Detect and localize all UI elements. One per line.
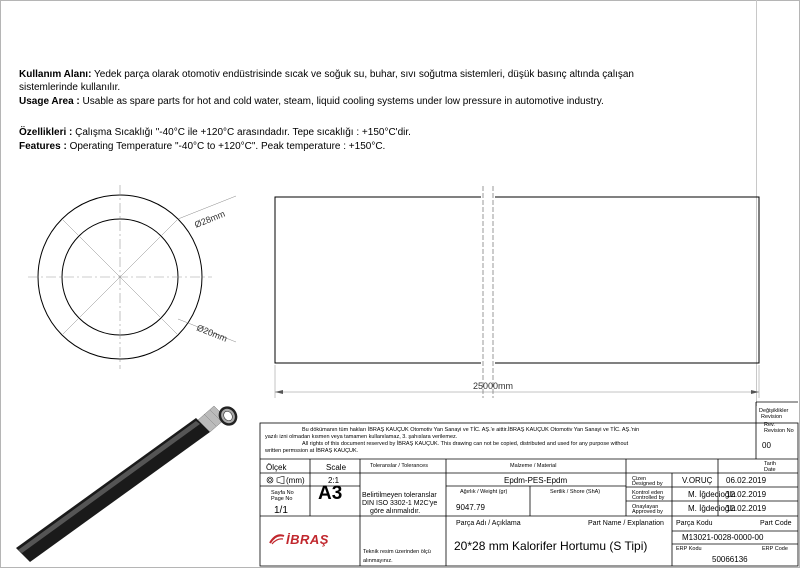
approved-date: 12.02.2019 xyxy=(726,504,767,513)
scale-header-en: Scale xyxy=(326,463,347,472)
company-logo xyxy=(268,532,329,547)
projection-symbol xyxy=(266,476,286,484)
logo-swoosh-icon xyxy=(268,533,286,545)
approved-en: Approved by xyxy=(632,509,663,515)
hose-body xyxy=(16,418,210,562)
drawn-en: Designed by xyxy=(632,481,663,487)
revision-no-tr: Rev. xyxy=(764,422,775,428)
usage-tr-text: Yedek parça olarak otomotiv endüstrisinde sıcak ve soğuk su, buhar, sıvı soğutma sistemleri, düşük basınç altında çalışan xyxy=(91,69,634,80)
outer-diameter-label: Ø28mm xyxy=(193,208,227,230)
part-code-header-tr: Parça Kodu xyxy=(676,520,713,527)
page-no-tr: Sayfa No xyxy=(271,490,294,496)
date-header-tr: Tarih xyxy=(764,461,776,467)
technical-note-2: alınmayınız. xyxy=(363,558,393,564)
tolerance-note-2: DIN ISO 3302-1 M2C'ye xyxy=(362,500,438,507)
features-tr-label: Özellikleri : xyxy=(19,127,73,138)
rights-text-tr: Bu dökümanın tüm hakları İBRAŞ KAUÇUK Otomotiv Yan Sanayi ve TİC. AŞ.'e aittir.İBRAŞ KAUÇUK Otomotiv Yan Sanayi ve TİC. AŞ.'nin xyxy=(302,427,640,433)
part-code-value: M13021-0028-0000-00 xyxy=(682,533,764,542)
usage-tr-label: Kullanım Alanı: xyxy=(19,69,92,80)
approved-tr: Onaylayan xyxy=(632,504,659,510)
checked-en: Controlled by xyxy=(632,495,665,501)
weight-header: Ağırlık / Weight (gr) xyxy=(460,489,508,495)
tolerances-header: Toleranslar / Tolerances xyxy=(370,463,428,469)
rights-text-tr2: yazılı izni olmadan kısmen veya tamamen kullanılamaz, 3. şahıslara verilemez. xyxy=(265,434,458,440)
hose-illustration xyxy=(16,403,241,562)
page-value: 1/1 xyxy=(274,505,288,516)
usage-en-text: Usable as spare parts for hot and cold water, steam, liquid cooling systems under low pressure in automotive industry. xyxy=(79,96,604,107)
rights-text-en2: written permssion at İBRAŞ KAUÇUK. xyxy=(265,448,359,454)
hardness-header: Sertlik / Shore (ShA) xyxy=(550,489,601,495)
date-header-en: Date xyxy=(764,467,776,473)
rights-text-en: All rights of this document reserved by İBRAŞ KAUÇUK. This drawing can not be copied, distributed and used for any purpose without xyxy=(302,441,629,447)
arrow-right xyxy=(751,390,759,394)
material-value: Epdm-PES-Epdm xyxy=(504,476,568,485)
cross-section-view xyxy=(28,185,236,369)
unit-label: (mm) xyxy=(286,476,305,485)
material-header: Malzeme / Material xyxy=(510,463,557,469)
scale-header-tr: Ölçek xyxy=(266,463,287,472)
features-tr-text: Çalışma Sıcaklığı "-40°C ile +120°C arasındadır. Tepe sıcaklığı : +150°C'dir. xyxy=(72,127,411,138)
approved-name: M. İğdecioğlu xyxy=(688,504,736,513)
drawn-date: 06.02.2019 xyxy=(726,476,767,485)
usage-en-label: Usage Area : xyxy=(19,96,80,107)
checked-date: 12.02.2019 xyxy=(726,490,767,499)
sheet-size: A3 xyxy=(318,483,343,504)
inner-diameter-label: Ø20mm xyxy=(195,322,229,344)
tolerance-note-3: göre alınmalıdır. xyxy=(370,508,421,515)
part-name-value: 20*28 mm Kalorifer Hortumu (S Tipi) xyxy=(454,539,648,553)
tolerance-note-1: Belirtilmeyen toleranslar xyxy=(362,492,437,499)
usage-tr-line2: sistemlerinde kullanılır. xyxy=(19,82,121,93)
logo-text: İBRAŞ xyxy=(286,532,329,547)
side-view xyxy=(275,186,759,398)
revision-header-tr: Değişiklikler xyxy=(759,408,789,414)
technical-note-1: Teknik resim üzerinden ölçü xyxy=(363,549,431,555)
scale-value: 2:1 xyxy=(328,476,340,485)
arrow-left xyxy=(275,390,283,394)
erp-value: 50066136 xyxy=(712,555,748,564)
length-label: 25000mm xyxy=(472,381,514,391)
hose-side-outline xyxy=(275,197,759,363)
revision-header-en: Revision xyxy=(761,414,783,420)
part-name-header-en: Part Name / Explanation xyxy=(588,520,664,527)
features-en-text: Operating Temperature "-40°C to +120°C". Peak temperature : +150°C. xyxy=(66,141,386,152)
checked-name: M. İğdecioğlu xyxy=(688,490,736,499)
hose-highlight xyxy=(18,421,200,553)
features-en-label: Features : xyxy=(19,141,67,152)
drawn-name: V.ORUÇ xyxy=(682,476,713,485)
weight-value: 9047.79 xyxy=(456,503,485,512)
erp-header-tr: ERP Kodu xyxy=(676,546,702,552)
revision-no-en: Revision No xyxy=(764,428,794,434)
revision-value: 00 xyxy=(762,441,771,450)
part-code-header-en: Part Code xyxy=(760,520,792,527)
erp-header-en: ERP Code xyxy=(762,546,788,552)
drawn-tr: Çizen xyxy=(632,476,647,482)
checked-tr: Kontrol eden xyxy=(632,490,664,496)
part-name-header-tr: Parça Adı / Açıklama xyxy=(456,520,521,527)
page-no-en: Page No xyxy=(271,496,293,502)
